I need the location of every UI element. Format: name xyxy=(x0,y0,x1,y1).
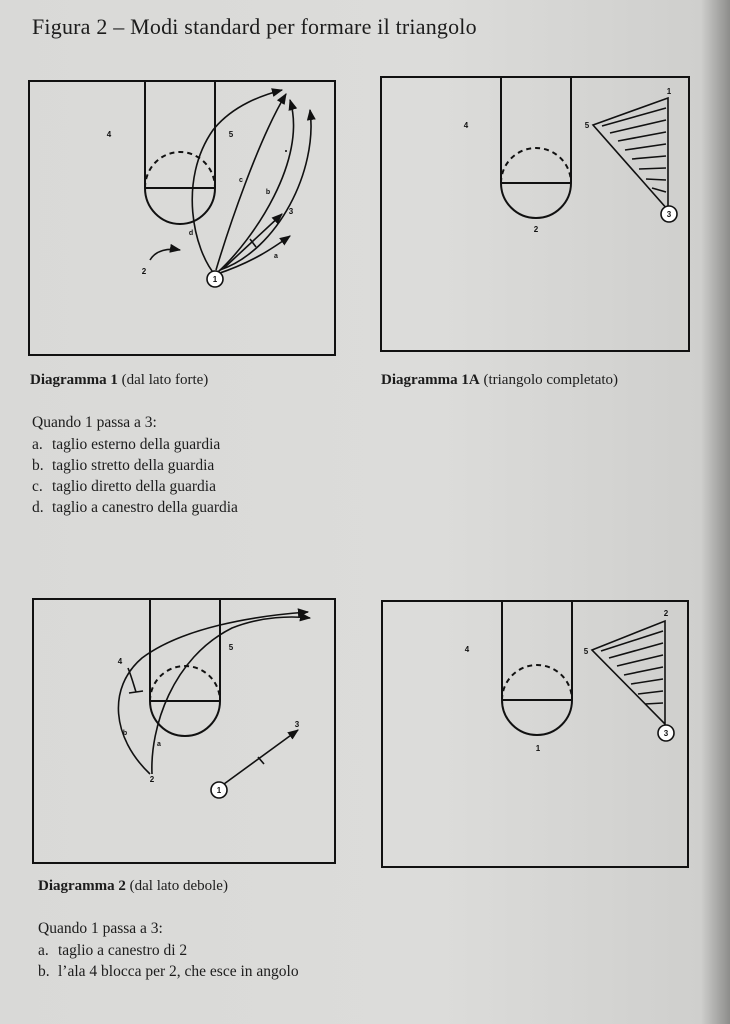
caption-diagram-2: Diagramma 2 (dal lato debole) xyxy=(38,878,228,894)
explanation-lead: Quando 1 passa a 3: xyxy=(32,414,157,431)
diagram-1a xyxy=(380,76,692,354)
player-2-move xyxy=(150,249,180,260)
diagram-2 xyxy=(32,598,338,866)
player-4-label: 4 xyxy=(464,645,470,654)
court-outline xyxy=(29,81,335,355)
player-3-label: 3 xyxy=(663,729,669,738)
cut-path-a xyxy=(152,617,310,774)
cut-path-a xyxy=(217,236,290,274)
free-throw-lane xyxy=(501,77,571,218)
figure-title: Figura 2 – Modi standard per formare il triangolo xyxy=(32,14,477,39)
player-1-label: 1 xyxy=(212,275,218,284)
path-label-b: b xyxy=(265,189,271,196)
cut-path-d xyxy=(192,90,282,276)
path-label-d: d xyxy=(188,230,194,237)
triangle-shape xyxy=(592,621,665,724)
list-item: d. taglio a canestro della guardia xyxy=(32,499,238,516)
cut-path-b xyxy=(118,612,308,774)
explanation-block-1 xyxy=(32,412,352,518)
player-1-label: 1 xyxy=(535,744,541,753)
diagram-2a xyxy=(381,600,691,870)
diagram-1 xyxy=(28,80,338,358)
court-outline xyxy=(33,599,335,863)
path-label-b: b xyxy=(122,730,128,737)
player-5-label: 5 xyxy=(228,130,234,139)
player-3-label: 3 xyxy=(294,720,300,729)
list-item: a. taglio esterno della guardia xyxy=(32,436,221,453)
player-5-label: 5 xyxy=(583,647,589,656)
path-label-a: a xyxy=(157,741,161,748)
player-4-label: 4 xyxy=(106,130,112,139)
pass-tick xyxy=(258,757,264,764)
caption-diagram-1: Diagramma 1 (dal lato forte) xyxy=(30,372,209,388)
player-5-label: 5 xyxy=(228,643,234,652)
caption-diagram-1a: Diagramma 1A (triangolo completato) xyxy=(381,372,619,388)
player-2-label: 2 xyxy=(533,225,539,234)
list-item: b. l’ala 4 blocca per 2, che esce in angolo xyxy=(38,963,299,980)
player-4-label: 4 xyxy=(117,657,123,666)
player-4-label: 4 xyxy=(463,121,469,130)
explanation-block-2 xyxy=(38,918,328,982)
free-throw-lane xyxy=(145,81,215,224)
court-outline xyxy=(381,77,689,351)
list-item: b. taglio stretto della guardia xyxy=(32,457,215,474)
pass-arrow xyxy=(224,730,298,784)
player-1-label: 1 xyxy=(216,786,222,795)
player-5-label: 5 xyxy=(584,121,590,130)
player-2-label: 2 xyxy=(141,267,147,276)
player-2-label: 2 xyxy=(149,775,155,784)
path-label-c: c xyxy=(239,177,243,184)
screen-path-4 xyxy=(128,668,136,692)
path-label-a: a xyxy=(274,253,278,260)
player-3-label: 3 xyxy=(288,207,294,216)
explanation-lead: Quando 1 passa a 3: xyxy=(38,920,163,937)
list-item: a. taglio a canestro di 2 xyxy=(38,942,188,959)
player-2-label: 2 xyxy=(663,609,669,618)
player-3-label: 3 xyxy=(666,210,672,219)
free-throw-lane xyxy=(502,601,572,735)
list-item: c. taglio diretto della guardia xyxy=(32,478,216,495)
player-1-label: 1 xyxy=(666,87,672,96)
triangle-shape xyxy=(593,98,668,210)
screen-mark xyxy=(129,691,143,693)
